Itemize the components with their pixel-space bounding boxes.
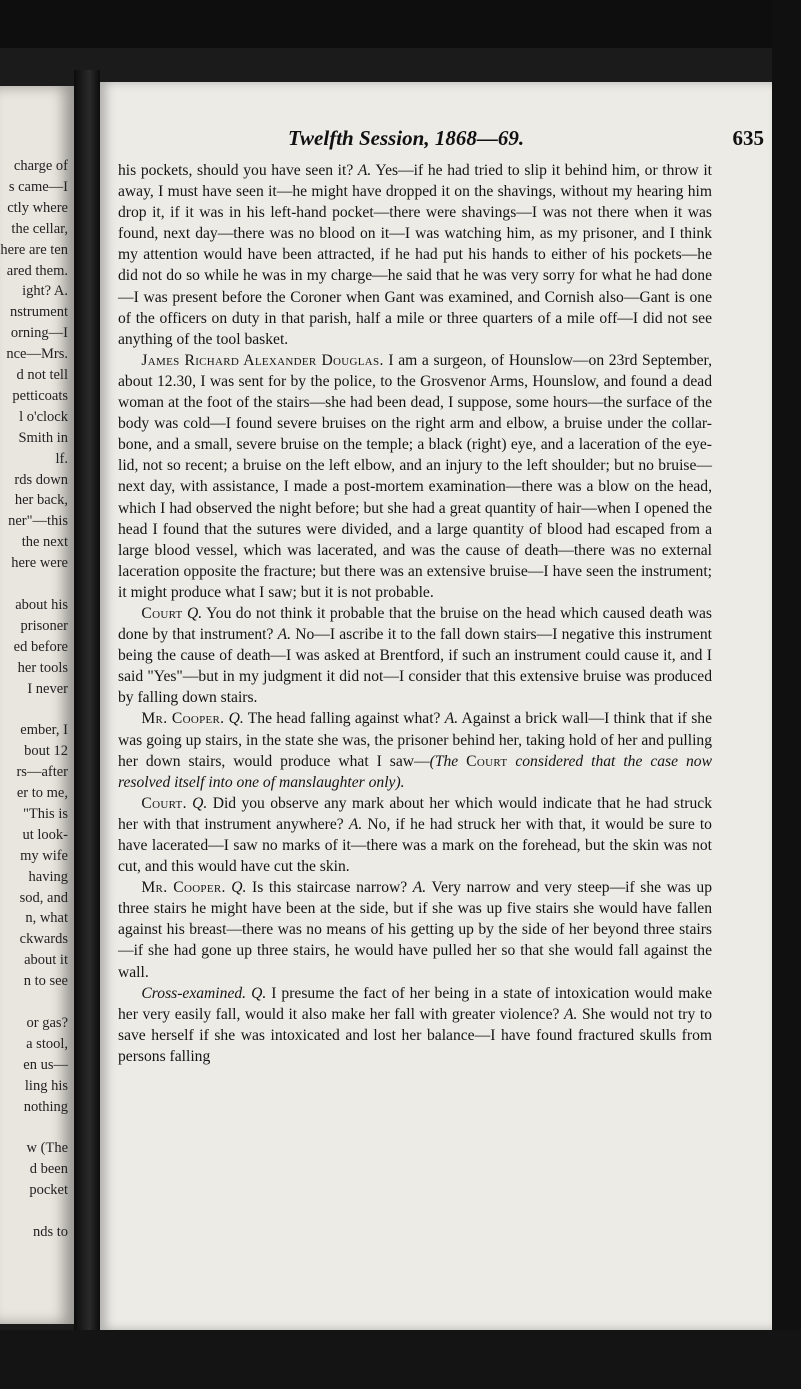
previous-page-line: n to see [23, 973, 68, 990]
previous-page-line: nothing [23, 1098, 68, 1115]
page-body [118, 160, 712, 1067]
book-gutter [74, 70, 100, 1335]
speaker-label: Court. [141, 794, 187, 812]
previous-page-line: prisoner [20, 617, 68, 634]
previous-page-line: the next [21, 534, 68, 551]
speaker-label: Court [466, 752, 508, 770]
text-run: Very narrow and very steep—if she was up three stairs he might have been at the side, but if she was up five stairs she would have fallen against his breast—there was no means of his getting up by the side of her beyond three stairs—if she had gone up three stairs, he would have pulled her so that she would fall against the wall. [118, 879, 712, 981]
speaker-label: Mr. Cooper. [141, 879, 226, 897]
previous-page-line: her tools [17, 659, 68, 676]
italic-text: Cross-examined. [141, 984, 247, 1002]
paragraph [118, 983, 712, 1067]
italic-text: considered that the case now resolved itself into one of manslaughter only). [118, 752, 712, 791]
italic-text: Q. [231, 879, 247, 897]
previous-page-line: rds down [14, 471, 68, 488]
text-run: Is this staircase narrow? [246, 879, 413, 897]
previous-page-line: d not tell [16, 367, 68, 383]
text-run: I am a surgeon, of Hounslow—on 23rd September, about 12.30, I was sent for by the police, to the Grosvenor Arms, Hounslow, and found a dead woman at the foot of the stairs—she had been dead, I suppose, some hours—the surface of the body was cold—I found severe bruises on the right arm and elbow, a bruise under the collar-bone, and a small, severe bruise on the temple; a black (right) eye, and a laceration of the eye-lid, not so recent; a bruise on the left elbow, and an injury to the left shoulder; but no bruise—next day, with assistance, I made a post-mortem examination—there was a blow on the head, which I had observed the night before; but she had a great quantity of hair—when I opened the head I found that the sutures were divided, and a large quantity of blood had escaped from a large blood vessel, which was lacerated, and was the cause of death—there was no external laceration opposite the fracture; but there was an extensive bruise—I have seen the instrument; it might produce what I saw; but it is not probable. [118, 351, 713, 601]
previous-page-line: ed before [13, 638, 68, 655]
previous-page-line: nce—Mrs. [6, 346, 68, 363]
text-run: his pockets, should you have seen it? [118, 162, 358, 179]
page-number: 635 [732, 126, 764, 150]
italic-text: (The [429, 752, 467, 770]
previous-page-line: ember, I [20, 722, 68, 739]
text-run: She would not try to save herself if she was intoxicated and lost her balance—I have found fractured skulls from persons falling [118, 1005, 712, 1065]
previous-page-line: petticoats [12, 387, 68, 404]
previous-page-line: s came—I [8, 178, 68, 195]
text-run: Did you observe any mark about her which would indicate that he had struck her with that instrument anywhere? [118, 794, 712, 833]
page-header [100, 126, 772, 152]
previous-page-line: ling his [24, 1077, 68, 1094]
previous-page-line: ner"—this [8, 513, 68, 530]
previous-page-line: bout 12 [24, 743, 68, 760]
text-run: No—I ascribe it to the fall down stairs—I negative this instrument being the cause of death—I was asked at Brentford, if such an instrument could cause it, and I said "Yes"—but in my judgment it did not—I consider that this extensive bruise was produced by falling down stairs. [118, 626, 712, 707]
previous-page-line: lf. [55, 450, 68, 467]
italic-text: A. [277, 626, 292, 644]
previous-page-line: n, what [25, 910, 68, 927]
italic-text: A. [357, 162, 372, 179]
running-head: Twelfth Session, 1868—69. [288, 126, 525, 150]
text-run: Yes—if he had tried to slip it behind him, or throw it away, I must have seen it—he might have dropped it on the shavings, without my hearing him drop it, if it was in his left-hand pocket—there were shavings—I was not there when it was found, next day—there was no blood on it—I was watching him, as my prisoner, and I think my attention would have been attracted, if he had put his hands to either of his pockets—he did not do so while he was in my charge—he said that he was very sorry for what he had done—I was present before the Coroner when Gant was examined, and Cornish also—Gant is one of the officers on duty in that parish, half a mile or three quarters of a mile off—I did not see anything of the tool basket. [118, 162, 712, 348]
previous-page-line: ared them. [6, 262, 68, 279]
previous-page-line: d been [29, 1161, 68, 1178]
previous-page-line: en us— [23, 1056, 68, 1073]
previous-page-line: I never [27, 680, 68, 697]
speaker-label: Court [141, 604, 183, 622]
previous-page-line: charge of [13, 158, 68, 174]
previous-page-line: Smith in [18, 429, 68, 446]
italic-text: Q. [251, 984, 267, 1002]
previous-page-line: here were [11, 555, 68, 572]
speaker-label: Mr. Cooper. [141, 710, 225, 728]
previous-page-line: ut look- [22, 826, 68, 843]
speaker-label: James Richard Alexander Douglas. [141, 351, 384, 369]
text-run: I presume the fact of her being in a state of intoxication would make her very easily fall, would it also make her fall with greater violence? [118, 984, 712, 1023]
italic-text: A. [563, 1005, 578, 1023]
text-run: You do not think it probable that the bruise on the head which caused death was done by that instrument? [118, 604, 712, 644]
previous-page-line: ight? A. [22, 283, 68, 300]
italic-text: Q. [228, 710, 244, 728]
previous-page-line: orning—I [10, 325, 68, 342]
scan-border-right [772, 0, 801, 1389]
previous-page-line: here are ten [0, 241, 68, 258]
italic-text: Q. [187, 604, 203, 622]
paragraph [118, 603, 712, 708]
text-run: No, if he had struck her with that, it would be sure to have lacerated—I saw no marks of it—there was a mark on the forehead, but the skin was not cut, and this would have cut the skin. [118, 815, 712, 876]
previous-page-fragment [0, 86, 74, 1324]
paragraph [118, 877, 712, 982]
book-page [100, 82, 772, 1330]
previous-page-line: her back, [14, 492, 68, 509]
previous-page-line: or gas? [26, 1014, 68, 1031]
previous-page-line: my wife [20, 847, 68, 864]
italic-text: Q. [192, 794, 208, 812]
previous-page-line: a stool, [26, 1035, 68, 1052]
text-run: The head falling against what? [243, 710, 445, 728]
paragraph [118, 160, 712, 350]
previous-page-line: about it [24, 952, 68, 969]
previous-page-line: nstrument [10, 304, 68, 321]
previous-page-line: ckwards [19, 931, 68, 948]
previous-page-line: having [28, 868, 68, 885]
text-run: Against a brick wall—I think that if she was going up stairs, in the state she was, the prisoner behind her, taking hold of her and pulling her down stairs, would produce what I saw— [118, 710, 712, 770]
previous-page-line: w (The [26, 1140, 68, 1157]
paragraph [118, 793, 712, 877]
italic-text: A. [444, 710, 459, 728]
paragraph [118, 350, 712, 603]
previous-page-line: "This is [23, 805, 68, 822]
scan-border-top [0, 0, 801, 48]
previous-page-line: er to me, [16, 785, 68, 801]
previous-page-line: the cellar, [11, 220, 68, 237]
italic-text: A. [348, 815, 363, 833]
previous-page-line: sod, and [19, 889, 68, 906]
previous-page-line: pocket [29, 1182, 68, 1199]
previous-page-line: ctly where [7, 199, 68, 216]
previous-page-line: l o'clock [19, 408, 68, 425]
previous-page-line: rs—after [16, 764, 68, 781]
scan-border-bottom [0, 1330, 801, 1389]
paragraph [118, 708, 712, 792]
previous-page-line: nds to [32, 1223, 68, 1240]
italic-text: A. [412, 879, 427, 897]
previous-page-line: about his [15, 596, 68, 613]
